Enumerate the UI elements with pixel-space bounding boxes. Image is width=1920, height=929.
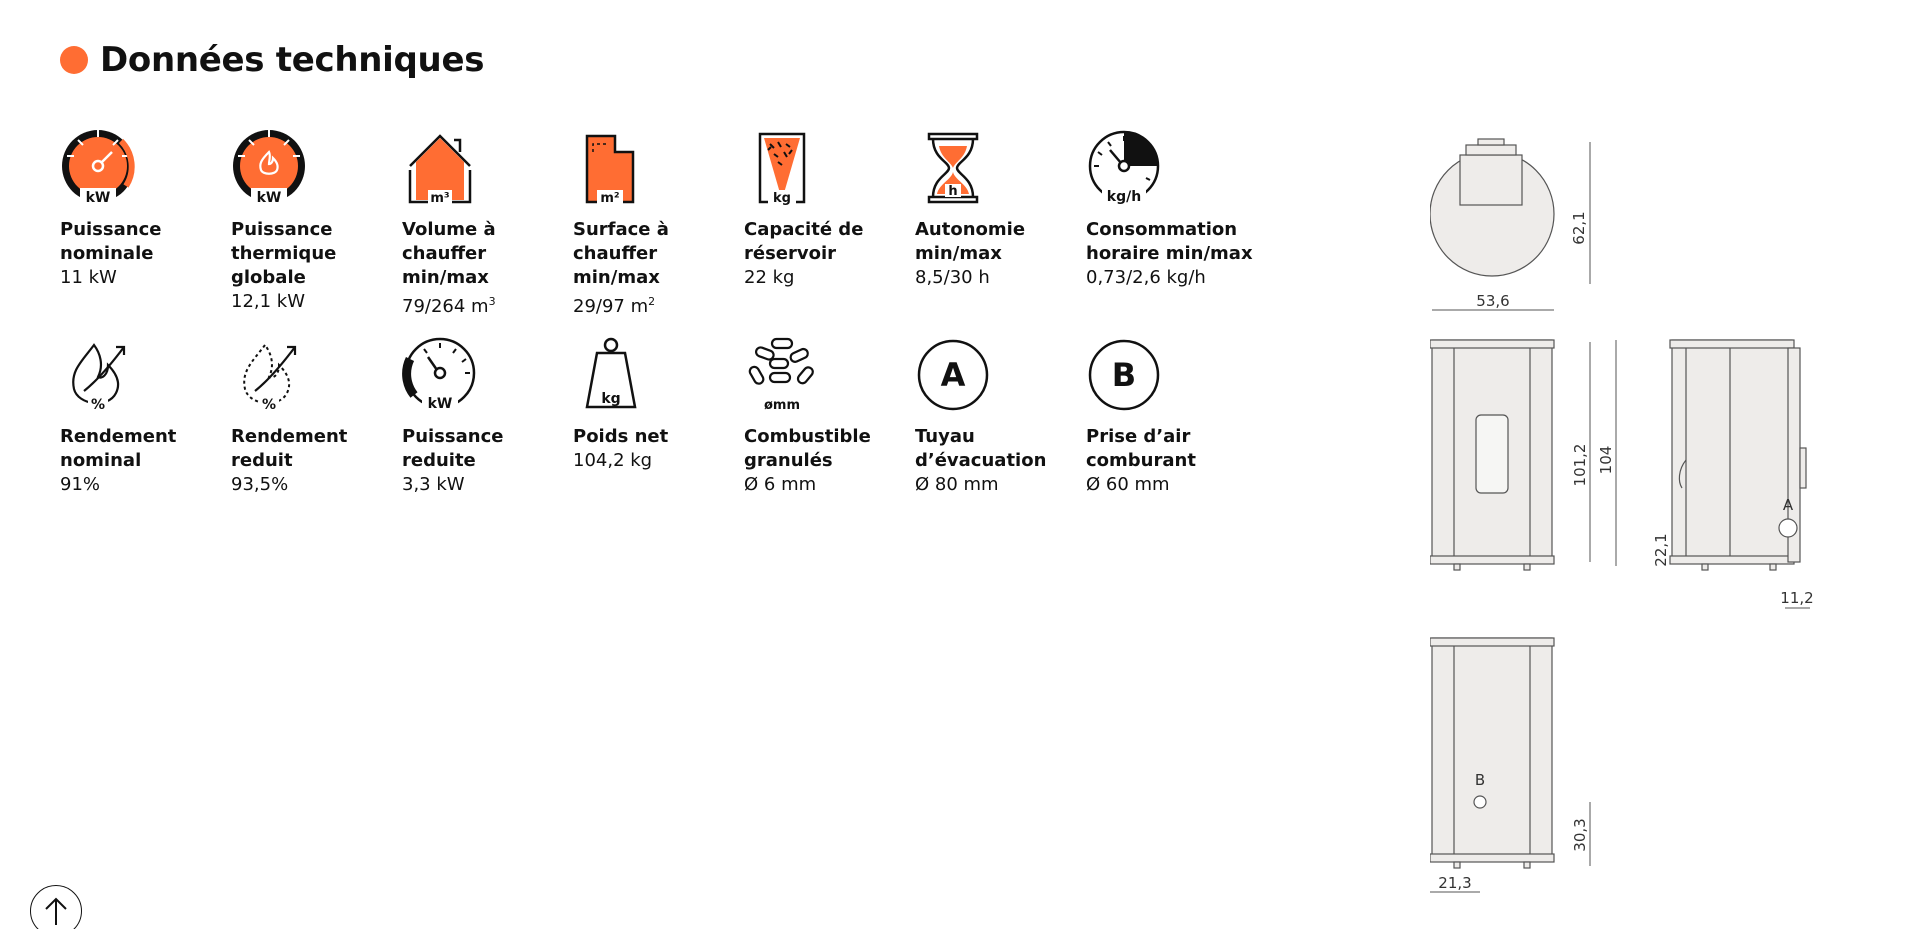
spec-value: Ø 6 mm bbox=[744, 474, 817, 495]
house-volume-icon bbox=[402, 130, 478, 206]
specs-row bbox=[60, 337, 1260, 497]
dim-top-width: 53,6 bbox=[1476, 292, 1510, 310]
spec-label: Poids net bbox=[573, 426, 669, 447]
spec-label: Rendement nominal bbox=[60, 426, 177, 471]
exhaust-pipe-a-icon bbox=[915, 337, 991, 413]
spec-volume bbox=[402, 130, 573, 319]
spec-label: Puissance reduite bbox=[402, 426, 504, 471]
spec-consommation bbox=[1086, 130, 1257, 319]
svg-text:kW: kW bbox=[256, 190, 282, 206]
svg-text:ømm: ømm bbox=[763, 398, 801, 413]
spec-puissance-nominale bbox=[60, 130, 231, 319]
spec-label: Combustible granulés bbox=[744, 426, 871, 471]
spec-puissance-reduite bbox=[402, 337, 573, 497]
technical-drawings bbox=[1430, 130, 1850, 910]
dim-front-body-height: 101,2 bbox=[1571, 443, 1589, 487]
svg-text:kg: kg bbox=[773, 191, 791, 206]
spec-combustible bbox=[744, 337, 915, 497]
svg-text:%: % bbox=[90, 397, 106, 413]
pellets-icon bbox=[744, 337, 820, 413]
spec-tuyau-evacuation bbox=[915, 337, 1086, 497]
dim-rear-inlet-height: 30,3 bbox=[1571, 818, 1589, 852]
spec-puissance-thermique bbox=[231, 130, 402, 319]
specs-row bbox=[60, 130, 1260, 319]
arrow-up-icon bbox=[30, 885, 82, 929]
side-view-drawing bbox=[1670, 340, 1806, 570]
spec-label: Surface à chauffer min/max bbox=[573, 219, 669, 288]
reduced-power-gauge-icon bbox=[402, 337, 478, 413]
svg-text:kW: kW bbox=[85, 190, 111, 206]
dim-side-outlet-height: 22,1 bbox=[1652, 533, 1670, 567]
hourglass-icon bbox=[915, 130, 991, 206]
section-title: Données techniques bbox=[100, 40, 485, 80]
dim-side-outlet-depth: 11,2 bbox=[1780, 589, 1814, 607]
rear-view-drawing bbox=[1430, 638, 1554, 868]
floor-area-icon bbox=[573, 130, 649, 206]
svg-text:h: h bbox=[948, 184, 958, 199]
svg-text:m³: m³ bbox=[430, 191, 450, 206]
svg-text:kW: kW bbox=[427, 396, 453, 412]
spec-label: Prise d’air comburant bbox=[1086, 426, 1196, 471]
spec-label: Tuyau d’évacuation bbox=[915, 426, 1047, 471]
spec-surface bbox=[573, 130, 744, 319]
spec-value: 22 kg bbox=[744, 267, 795, 288]
spec-label: Rendement reduit bbox=[231, 426, 348, 471]
spec-label: Consommation horaire min/max bbox=[1086, 219, 1253, 264]
front-view-drawing bbox=[1430, 340, 1554, 570]
spec-label: Volume à chauffer min/max bbox=[402, 219, 496, 288]
svg-text:m²: m² bbox=[600, 191, 620, 206]
accent-dot bbox=[60, 46, 88, 74]
dim-front-total-height: 104 bbox=[1597, 445, 1615, 475]
weight-icon bbox=[573, 337, 649, 413]
flame-gauge-icon bbox=[231, 130, 307, 206]
spec-value: 12,1 kW bbox=[231, 291, 306, 312]
svg-text:kg: kg bbox=[601, 391, 621, 407]
spec-value: 29/97 $m^2$ bbox=[573, 295, 656, 317]
spec-rendement-reduit bbox=[231, 337, 402, 497]
svg-text:B: B bbox=[1111, 356, 1137, 394]
stove-dimension-drawings bbox=[1430, 130, 1850, 910]
top-view-drawing bbox=[1430, 139, 1554, 276]
spec-value: 3,3 kW bbox=[402, 474, 465, 495]
spec-value: 104,2 kg bbox=[573, 450, 653, 471]
pellet-hopper-icon bbox=[744, 130, 820, 206]
efficiency-flame-icon bbox=[60, 337, 136, 413]
power-gauge-icon bbox=[60, 130, 136, 206]
spec-label: Puissance thermique globale bbox=[231, 219, 337, 288]
spec-rendement-nominal bbox=[60, 337, 231, 497]
spec-poids-net bbox=[573, 337, 744, 497]
reduced-efficiency-flame-icon bbox=[231, 337, 307, 413]
inlet-label-b: B bbox=[1474, 771, 1486, 789]
spec-value: 91% bbox=[60, 474, 101, 495]
spec-prise-air bbox=[1086, 337, 1257, 497]
spec-label: Puissance nominale bbox=[60, 219, 162, 264]
back-to-top-button[interactable] bbox=[30, 885, 82, 929]
dim-top-depth: 62,1 bbox=[1570, 211, 1588, 245]
spec-label: Capacité de réservoir bbox=[744, 219, 864, 264]
svg-text:%: % bbox=[261, 397, 277, 413]
spec-value: 93,5% bbox=[231, 474, 289, 495]
spec-value: 79/264 $m^3$ bbox=[402, 295, 496, 317]
spec-autonomie bbox=[915, 130, 1086, 319]
consumption-gauge-icon bbox=[1086, 130, 1162, 206]
spec-value: 8,5/30 h bbox=[915, 267, 990, 288]
specs-grid bbox=[60, 130, 1260, 497]
outlet-label-a: A bbox=[1782, 496, 1794, 514]
air-intake-b-icon bbox=[1086, 337, 1162, 413]
section-header bbox=[60, 40, 484, 80]
spec-value: 0,73/2,6 kg/h bbox=[1086, 267, 1206, 288]
spec-label: Autonomie min/max bbox=[915, 219, 1026, 264]
spec-value: Ø 80 mm bbox=[915, 474, 999, 495]
dim-rear-inlet-offset: 21,3 bbox=[1438, 874, 1472, 892]
spec-value: 11 kW bbox=[60, 267, 117, 288]
spec-value: Ø 60 mm bbox=[1086, 474, 1170, 495]
spec-capacite bbox=[744, 130, 915, 319]
svg-text:kg/h: kg/h bbox=[1106, 189, 1142, 205]
svg-text:A: A bbox=[940, 356, 966, 394]
